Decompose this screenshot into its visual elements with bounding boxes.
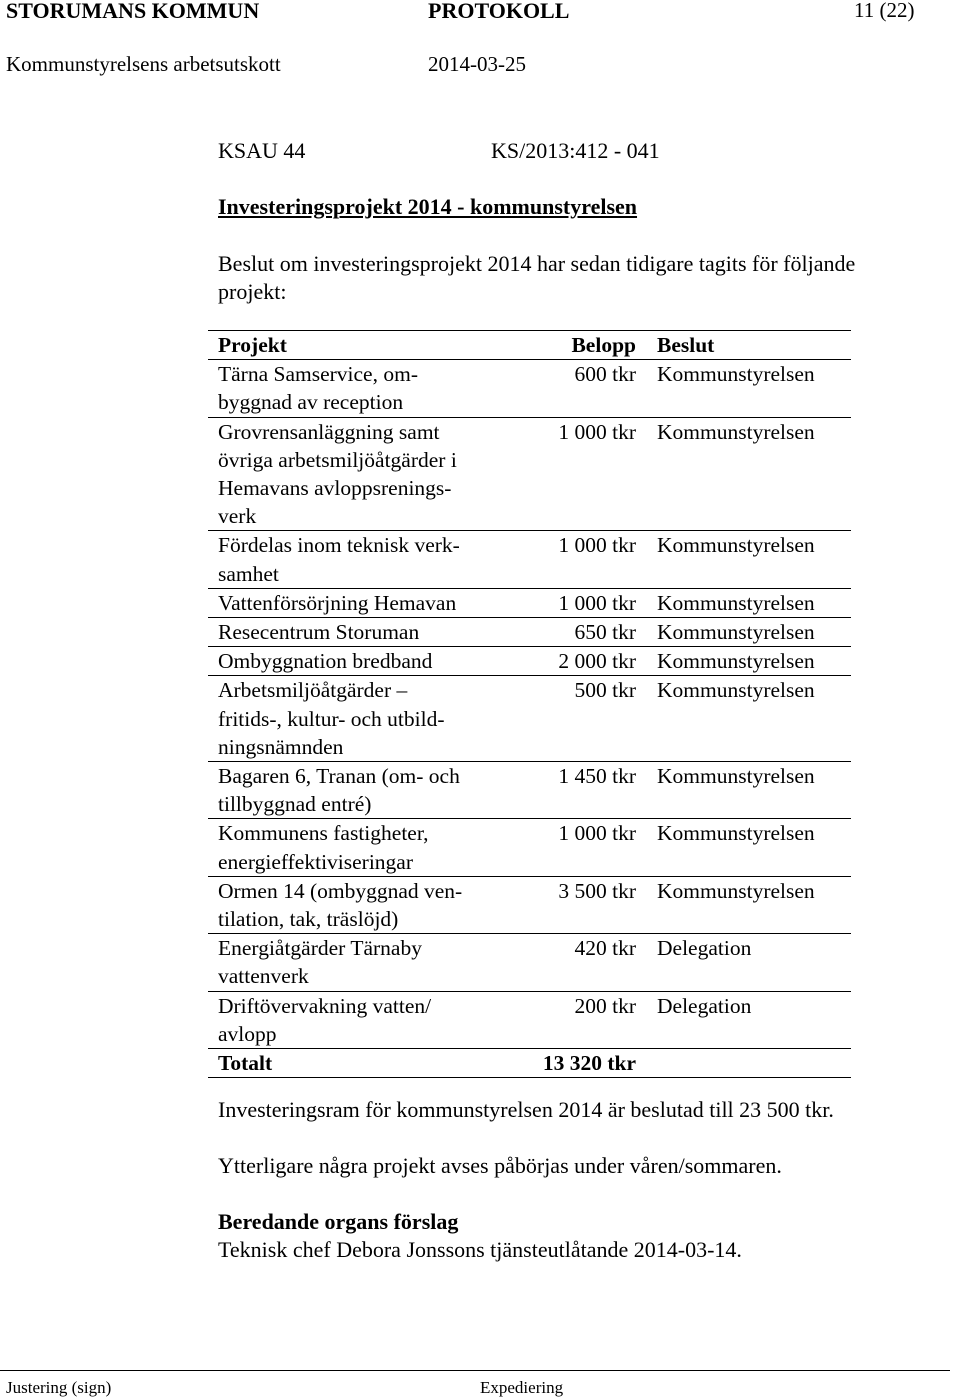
project-cell: Ormen 14 (ombyggnad ven- tilation, tak, träslöjd) [218,878,463,932]
case-reference: KS/2013:412 - 041 [491,138,660,163]
amount-cell: 600 tkr [574,362,636,387]
table-row [208,618,851,647]
amount-cell: 1 000 tkr [558,821,636,846]
table-row [208,819,851,876]
table-row [208,531,851,588]
amount-cell: 650 tkr [574,620,636,645]
investment-table [208,330,851,1078]
committee-name: Kommunstyrelsens arbetsutskott [6,52,281,76]
table-row [208,588,851,617]
project-cell: Ombyggnation bredband [218,649,433,674]
table-total-row [208,1049,851,1078]
decision-cell: Kommunstyrelsen [657,678,815,703]
project-cell: Fördelas inom teknisk verk- samhet [218,533,460,586]
decision-cell: Kommunstyrelsen [657,419,815,444]
project-cell: Tärna Samservice, om- byggnad av reception [218,362,418,415]
table-row [208,876,851,933]
header-amount: Belopp [571,333,636,357]
further-projects-text: Ytterligare några projekt avses påbörjas under våren/sommaren. [218,1153,782,1178]
project-cell: Vattenförsörjning Hemavan [218,590,457,615]
table-row [208,762,851,819]
total-label: Totalt [218,1051,273,1076]
amount-cell: 1 000 tkr [558,590,636,615]
project-cell: Energiåtgärder Tärnaby vattenverk [218,936,422,989]
amount-cell: 1 450 tkr [558,764,636,789]
intro-line-1: Beslut om investeringsprojekt 2014 har sedan tidigare tagits för följande [218,251,856,276]
table-row [208,417,851,531]
project-cell: Arbetsmiljöåtgärder – fritids-, kultur- och utbild- ningsnämnden [218,678,445,759]
case-title: Investeringsprojekt 2014 - kommunstyrelsen [218,194,638,219]
table-row [208,676,851,762]
total-decision-empty [636,1049,851,1078]
decision-cell: Kommunstyrelsen [657,362,815,387]
doc-type: PROTOKOLL [428,0,570,23]
amount-cell: 2 000 tkr [558,649,636,674]
decision-cell: Kommunstyrelsen [657,649,815,674]
table-row [208,647,851,676]
amount-cell: 1 000 tkr [558,419,636,444]
table-row [208,360,851,417]
meeting-date: 2014-03-25 [428,52,526,76]
project-cell: Grovrensanläggning samt övriga arbetsmiljöåtgärder i Hemavans avloppsrenings- verk [218,419,457,529]
table-header-row [208,331,851,360]
signature-label: Justering (sign) [6,1378,112,1397]
amount-cell: 420 tkr [574,936,636,961]
table-row [208,991,851,1048]
project-cell: Bagaren 6, Tranan (om- och tillbyggnad entré) [218,764,460,817]
budget-frame-text: Investeringsram för kommunstyrelsen 2014 är beslutad till 23 500 tkr. [218,1097,834,1122]
amount-cell: 1 000 tkr [558,533,636,558]
decision-cell: Kommunstyrelsen [657,620,815,645]
amount-cell: 500 tkr [574,678,636,703]
case-number: KSAU 44 [218,138,306,163]
page-number: 11 (22) [854,0,915,22]
footer-divider [0,1370,950,1371]
total-amount: 13 320 tkr [542,1051,636,1076]
project-cell: Resecentrum Storuman [218,620,420,645]
proposal-heading: Beredande organs förslag [218,1209,459,1234]
amount-cell: 3 500 tkr [558,878,636,903]
header-project: Projekt [218,333,287,357]
decision-cell: Kommunstyrelsen [657,533,815,558]
dispatch-label: Expediering [480,1378,564,1397]
proposal-text: Teknisk chef Debora Jonssons tjänsteutlåtande 2014-03-14. [218,1237,742,1262]
decision-cell: Delegation [657,993,752,1018]
header-decision: Beslut [657,333,715,357]
decision-cell: Kommunstyrelsen [657,878,815,903]
decision-cell: Kommunstyrelsen [657,764,815,789]
decision-cell: Delegation [657,936,752,961]
intro-line-2: projekt: [218,279,287,304]
project-cell: Driftövervakning vatten/ avlopp [218,993,432,1046]
org-name: STORUMANS KOMMUN [6,0,260,23]
project-cell: Kommunens fastigheter, energieffektiviseringar [218,821,429,874]
table-row [208,934,851,991]
decision-cell: Kommunstyrelsen [657,590,815,615]
amount-cell: 200 tkr [574,993,636,1018]
decision-cell: Kommunstyrelsen [657,821,815,846]
